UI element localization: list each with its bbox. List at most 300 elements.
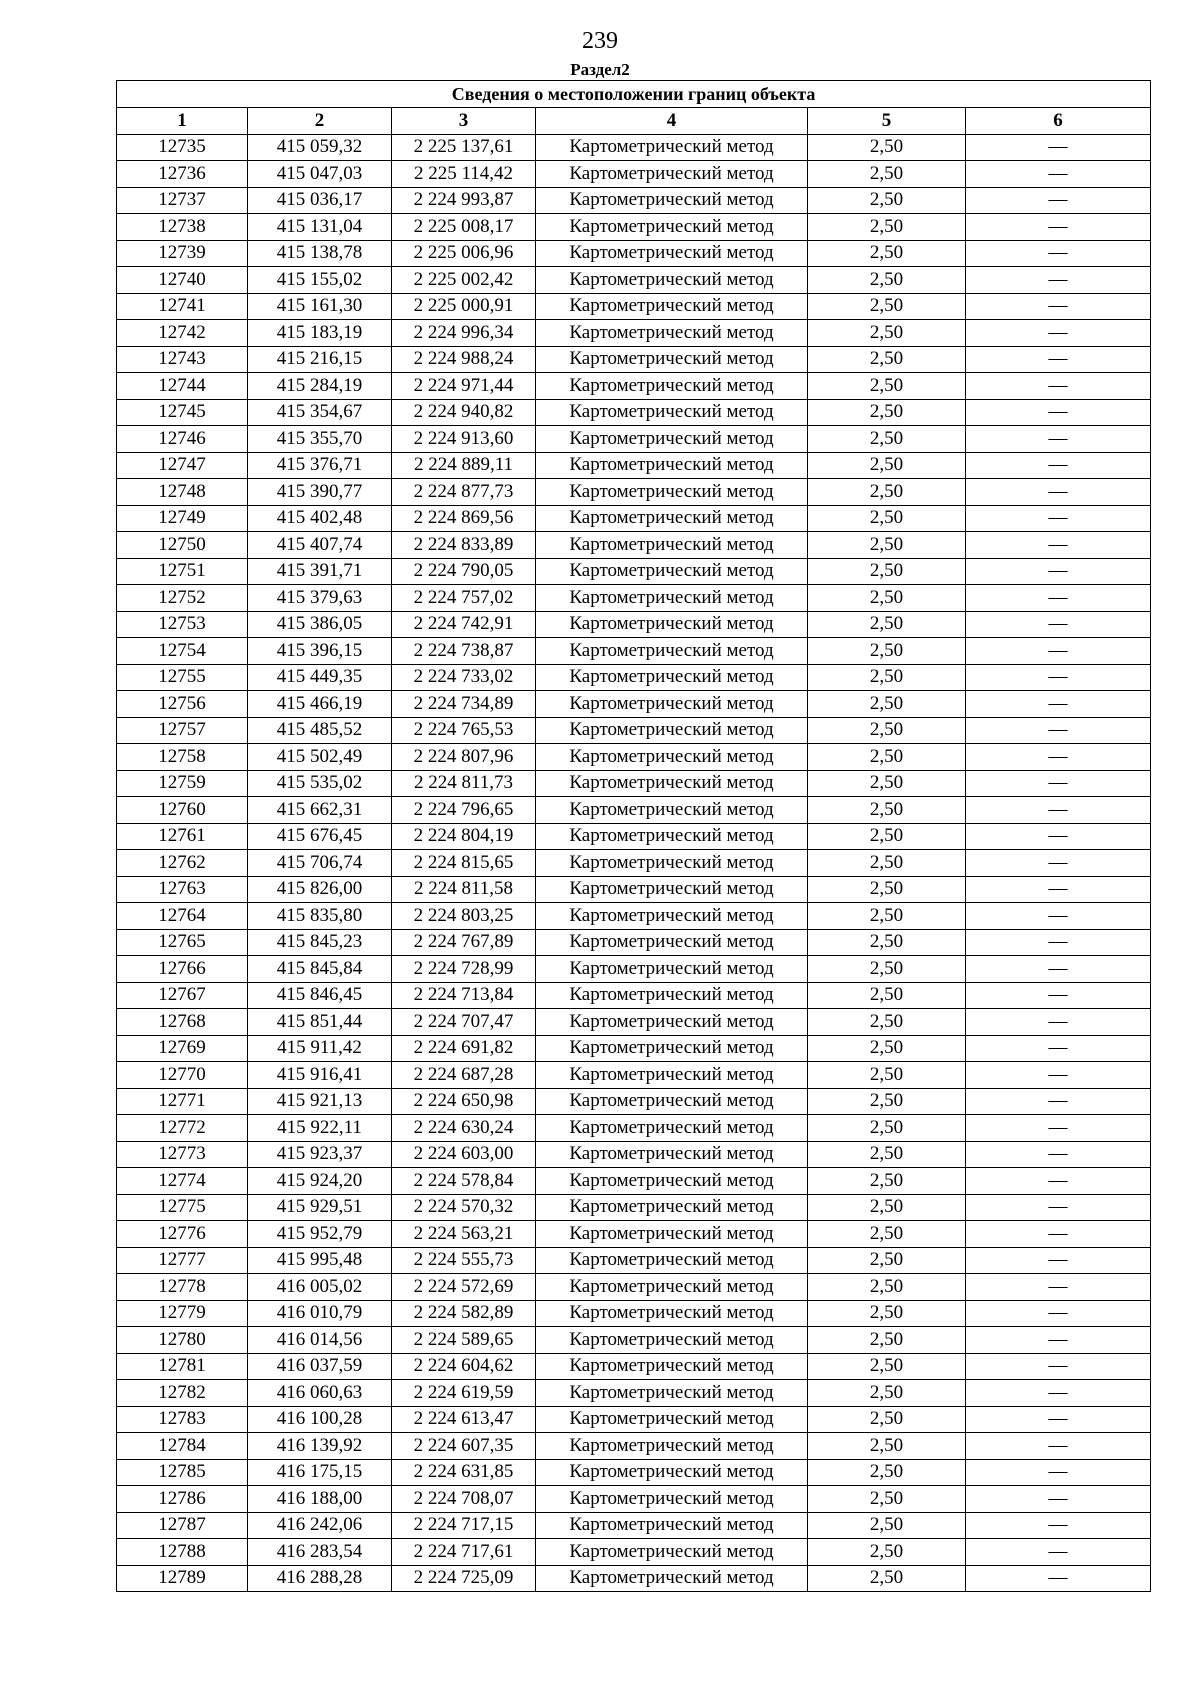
table-row xyxy=(117,1433,1151,1460)
point-number-cell: 12751 xyxy=(117,558,248,585)
point-number-cell: 12766 xyxy=(117,956,248,983)
y-coordinate-cell: 2 224 613,47 xyxy=(392,1406,536,1433)
table-row xyxy=(117,452,1151,479)
x-coordinate-cell: 415 929,51 xyxy=(248,1194,392,1221)
x-coordinate-cell: 415 846,45 xyxy=(248,982,392,1009)
section-title: Раздел2 xyxy=(570,60,630,79)
note-cell: — xyxy=(966,903,1151,930)
method-cell: Картометрический метод xyxy=(536,1539,808,1566)
y-coordinate-cell: 2 224 630,24 xyxy=(392,1115,536,1142)
y-coordinate-cell: 2 224 996,34 xyxy=(392,320,536,347)
note-cell: — xyxy=(966,1194,1151,1221)
point-number-cell: 12788 xyxy=(117,1539,248,1566)
method-cell: Картометрический метод xyxy=(536,956,808,983)
note-cell: — xyxy=(966,585,1151,612)
point-number-cell: 12773 xyxy=(117,1141,248,1168)
x-coordinate-cell: 415 161,30 xyxy=(248,293,392,320)
note-cell: — xyxy=(966,320,1151,347)
point-number-cell: 12778 xyxy=(117,1274,248,1301)
y-coordinate-cell: 2 224 563,21 xyxy=(392,1221,536,1248)
note-cell: — xyxy=(966,426,1151,453)
note-cell: — xyxy=(966,956,1151,983)
x-coordinate-cell: 416 014,56 xyxy=(248,1327,392,1354)
method-cell: Картометрический метод xyxy=(536,558,808,585)
table-row xyxy=(117,585,1151,612)
method-cell: Картометрический метод xyxy=(536,1327,808,1354)
accuracy-cell: 2,50 xyxy=(808,1459,966,1486)
accuracy-cell: 2,50 xyxy=(808,1009,966,1036)
column-number-1: 1 xyxy=(117,108,248,135)
table-row xyxy=(117,850,1151,877)
method-cell: Картометрический метод xyxy=(536,929,808,956)
y-coordinate-cell: 2 225 114,42 xyxy=(392,161,536,188)
accuracy-cell: 2,50 xyxy=(808,1062,966,1089)
accuracy-cell: 2,50 xyxy=(808,214,966,241)
x-coordinate-cell: 415 845,23 xyxy=(248,929,392,956)
method-cell: Картометрический метод xyxy=(536,1300,808,1327)
table-row xyxy=(117,611,1151,638)
accuracy-cell: 2,50 xyxy=(808,532,966,559)
y-coordinate-cell: 2 224 971,44 xyxy=(392,373,536,400)
table-row xyxy=(117,240,1151,267)
y-coordinate-cell: 2 224 582,89 xyxy=(392,1300,536,1327)
method-cell: Картометрический метод xyxy=(536,1062,808,1089)
y-coordinate-cell: 2 224 555,73 xyxy=(392,1247,536,1274)
accuracy-cell: 2,50 xyxy=(808,1380,966,1407)
table-row xyxy=(117,1459,1151,1486)
table-row xyxy=(117,876,1151,903)
note-cell: — xyxy=(966,161,1151,188)
note-cell: — xyxy=(966,1565,1151,1592)
method-cell: Картометрический метод xyxy=(536,1035,808,1062)
x-coordinate-cell: 415 922,11 xyxy=(248,1115,392,1142)
y-coordinate-cell: 2 224 757,02 xyxy=(392,585,536,612)
accuracy-cell: 2,50 xyxy=(808,585,966,612)
x-coordinate-cell: 415 952,79 xyxy=(248,1221,392,1248)
note-cell: — xyxy=(966,770,1151,797)
note-cell: — xyxy=(966,1115,1151,1142)
table-row xyxy=(117,1380,1151,1407)
table-row xyxy=(117,134,1151,161)
table-row xyxy=(117,717,1151,744)
method-cell: Картометрический метод xyxy=(536,770,808,797)
accuracy-cell: 2,50 xyxy=(808,797,966,824)
accuracy-cell: 2,50 xyxy=(808,1565,966,1592)
point-number-cell: 12748 xyxy=(117,479,248,506)
accuracy-cell: 2,50 xyxy=(808,293,966,320)
x-coordinate-cell: 416 242,06 xyxy=(248,1512,392,1539)
note-cell: — xyxy=(966,1009,1151,1036)
note-cell: — xyxy=(966,532,1151,559)
note-cell: — xyxy=(966,399,1151,426)
note-cell: — xyxy=(966,134,1151,161)
point-number-cell: 12769 xyxy=(117,1035,248,1062)
accuracy-cell: 2,50 xyxy=(808,1141,966,1168)
accuracy-cell: 2,50 xyxy=(808,770,966,797)
x-coordinate-cell: 415 921,13 xyxy=(248,1088,392,1115)
table-caption: Сведения о местоположении границ объекта xyxy=(117,81,1151,108)
y-coordinate-cell: 2 224 728,99 xyxy=(392,956,536,983)
point-number-cell: 12749 xyxy=(117,505,248,532)
table-caption-row xyxy=(117,81,1151,108)
note-cell: — xyxy=(966,1539,1151,1566)
x-coordinate-cell: 415 662,31 xyxy=(248,797,392,824)
point-number-cell: 12752 xyxy=(117,585,248,612)
point-number-cell: 12737 xyxy=(117,187,248,214)
note-cell: — xyxy=(966,1274,1151,1301)
y-coordinate-cell: 2 224 889,11 xyxy=(392,452,536,479)
y-coordinate-cell: 2 224 619,59 xyxy=(392,1380,536,1407)
y-coordinate-cell: 2 224 603,00 xyxy=(392,1141,536,1168)
point-number-cell: 12738 xyxy=(117,214,248,241)
accuracy-cell: 2,50 xyxy=(808,1115,966,1142)
x-coordinate-cell: 415 407,74 xyxy=(248,532,392,559)
y-coordinate-cell: 2 224 765,53 xyxy=(392,717,536,744)
method-cell: Картометрический метод xyxy=(536,585,808,612)
point-number-cell: 12763 xyxy=(117,876,248,903)
note-cell: — xyxy=(966,1380,1151,1407)
x-coordinate-cell: 415 047,03 xyxy=(248,161,392,188)
method-cell: Картометрический метод xyxy=(536,1009,808,1036)
y-coordinate-cell: 2 224 803,25 xyxy=(392,903,536,930)
accuracy-cell: 2,50 xyxy=(808,1327,966,1354)
column-number-4: 4 xyxy=(536,108,808,135)
point-number-cell: 12746 xyxy=(117,426,248,453)
y-coordinate-cell: 2 225 002,42 xyxy=(392,267,536,294)
y-coordinate-cell: 2 224 713,84 xyxy=(392,982,536,1009)
note-cell: — xyxy=(966,1406,1151,1433)
method-cell: Картометрический метод xyxy=(536,1274,808,1301)
x-coordinate-cell: 415 036,17 xyxy=(248,187,392,214)
accuracy-cell: 2,50 xyxy=(808,956,966,983)
column-number-2: 2 xyxy=(248,108,392,135)
table-row xyxy=(117,770,1151,797)
x-coordinate-cell: 415 386,05 xyxy=(248,611,392,638)
point-number-cell: 12745 xyxy=(117,399,248,426)
y-coordinate-cell: 2 224 833,89 xyxy=(392,532,536,559)
accuracy-cell: 2,50 xyxy=(808,1300,966,1327)
point-number-cell: 12754 xyxy=(117,638,248,665)
accuracy-cell: 2,50 xyxy=(808,929,966,956)
accuracy-cell: 2,50 xyxy=(808,1221,966,1248)
y-coordinate-cell: 2 224 790,05 xyxy=(392,558,536,585)
point-number-cell: 12783 xyxy=(117,1406,248,1433)
x-coordinate-cell: 415 485,52 xyxy=(248,717,392,744)
y-coordinate-cell: 2 225 008,17 xyxy=(392,214,536,241)
accuracy-cell: 2,50 xyxy=(808,1433,966,1460)
table-row xyxy=(117,903,1151,930)
table-body xyxy=(117,134,1151,1592)
point-number-cell: 12758 xyxy=(117,744,248,771)
x-coordinate-cell: 415 449,35 xyxy=(248,664,392,691)
table-row xyxy=(117,956,1151,983)
point-number-cell: 12750 xyxy=(117,532,248,559)
x-coordinate-cell: 416 100,28 xyxy=(248,1406,392,1433)
x-coordinate-cell: 416 060,63 xyxy=(248,1380,392,1407)
table-row xyxy=(117,373,1151,400)
note-cell: — xyxy=(966,982,1151,1009)
note-cell: — xyxy=(966,558,1151,585)
point-number-cell: 12777 xyxy=(117,1247,248,1274)
note-cell: — xyxy=(966,267,1151,294)
table-row xyxy=(117,1194,1151,1221)
point-number-cell: 12782 xyxy=(117,1380,248,1407)
accuracy-cell: 2,50 xyxy=(808,903,966,930)
point-number-cell: 12789 xyxy=(117,1565,248,1592)
point-number-cell: 12780 xyxy=(117,1327,248,1354)
method-cell: Картометрический метод xyxy=(536,823,808,850)
accuracy-cell: 2,50 xyxy=(808,744,966,771)
y-coordinate-cell: 2 225 137,61 xyxy=(392,134,536,161)
method-cell: Картометрический метод xyxy=(536,1512,808,1539)
x-coordinate-cell: 415 995,48 xyxy=(248,1247,392,1274)
method-cell: Картометрический метод xyxy=(536,876,808,903)
accuracy-cell: 2,50 xyxy=(808,823,966,850)
table-row xyxy=(117,691,1151,718)
x-coordinate-cell: 416 010,79 xyxy=(248,1300,392,1327)
note-cell: — xyxy=(966,373,1151,400)
y-coordinate-cell: 2 224 650,98 xyxy=(392,1088,536,1115)
point-number-cell: 12753 xyxy=(117,611,248,638)
x-coordinate-cell: 415 379,63 xyxy=(248,585,392,612)
accuracy-cell: 2,50 xyxy=(808,1512,966,1539)
method-cell: Картометрический метод xyxy=(536,744,808,771)
table-row xyxy=(117,1088,1151,1115)
y-coordinate-cell: 2 224 811,58 xyxy=(392,876,536,903)
x-coordinate-cell: 415 376,71 xyxy=(248,452,392,479)
point-number-cell: 12756 xyxy=(117,691,248,718)
point-number-cell: 12771 xyxy=(117,1088,248,1115)
y-coordinate-cell: 2 224 708,07 xyxy=(392,1486,536,1513)
method-cell: Картометрический метод xyxy=(536,505,808,532)
point-number-cell: 12747 xyxy=(117,452,248,479)
note-cell: — xyxy=(966,452,1151,479)
method-cell: Картометрический метод xyxy=(536,346,808,373)
x-coordinate-cell: 415 911,42 xyxy=(248,1035,392,1062)
table-row xyxy=(117,161,1151,188)
method-cell: Картометрический метод xyxy=(536,134,808,161)
table-row xyxy=(117,320,1151,347)
x-coordinate-cell: 415 851,44 xyxy=(248,1009,392,1036)
table-row xyxy=(117,1141,1151,1168)
column-number-row xyxy=(117,108,1151,135)
note-cell: — xyxy=(966,1035,1151,1062)
x-coordinate-cell: 415 845,84 xyxy=(248,956,392,983)
y-coordinate-cell: 2 224 578,84 xyxy=(392,1168,536,1195)
y-coordinate-cell: 2 225 006,96 xyxy=(392,240,536,267)
accuracy-cell: 2,50 xyxy=(808,1486,966,1513)
x-coordinate-cell: 416 188,00 xyxy=(248,1486,392,1513)
point-number-cell: 12785 xyxy=(117,1459,248,1486)
x-coordinate-cell: 415 706,74 xyxy=(248,850,392,877)
x-coordinate-cell: 415 826,00 xyxy=(248,876,392,903)
method-cell: Картометрический метод xyxy=(536,161,808,188)
note-cell: — xyxy=(966,1221,1151,1248)
point-number-cell: 12760 xyxy=(117,797,248,824)
accuracy-cell: 2,50 xyxy=(808,452,966,479)
note-cell: — xyxy=(966,929,1151,956)
table-row xyxy=(117,1406,1151,1433)
x-coordinate-cell: 416 283,54 xyxy=(248,1539,392,1566)
table-row xyxy=(117,267,1151,294)
accuracy-cell: 2,50 xyxy=(808,346,966,373)
accuracy-cell: 2,50 xyxy=(808,1539,966,1566)
table-row xyxy=(117,1115,1151,1142)
accuracy-cell: 2,50 xyxy=(808,373,966,400)
method-cell: Картометрический метод xyxy=(536,691,808,718)
method-cell: Картометрический метод xyxy=(536,1353,808,1380)
note-cell: — xyxy=(966,214,1151,241)
x-coordinate-cell: 415 535,02 xyxy=(248,770,392,797)
method-cell: Картометрический метод xyxy=(536,982,808,1009)
x-coordinate-cell: 415 402,48 xyxy=(248,505,392,532)
table-row xyxy=(117,929,1151,956)
method-cell: Картометрический метод xyxy=(536,903,808,930)
table-row xyxy=(117,346,1151,373)
x-coordinate-cell: 415 466,19 xyxy=(248,691,392,718)
accuracy-cell: 2,50 xyxy=(808,479,966,506)
table-row xyxy=(117,293,1151,320)
y-coordinate-cell: 2 224 815,65 xyxy=(392,850,536,877)
accuracy-cell: 2,50 xyxy=(808,850,966,877)
method-cell: Картометрический метод xyxy=(536,850,808,877)
table-row xyxy=(117,1300,1151,1327)
x-coordinate-cell: 415 924,20 xyxy=(248,1168,392,1195)
table-row xyxy=(117,187,1151,214)
point-number-cell: 12764 xyxy=(117,903,248,930)
table-row xyxy=(117,664,1151,691)
note-cell: — xyxy=(966,1327,1151,1354)
point-number-cell: 12757 xyxy=(117,717,248,744)
method-cell: Картометрический метод xyxy=(536,1565,808,1592)
table-row xyxy=(117,797,1151,824)
table-row xyxy=(117,1247,1151,1274)
x-coordinate-cell: 415 183,19 xyxy=(248,320,392,347)
method-cell: Картометрический метод xyxy=(536,532,808,559)
table-row xyxy=(117,214,1151,241)
y-coordinate-cell: 2 224 687,28 xyxy=(392,1062,536,1089)
column-number-5: 5 xyxy=(808,108,966,135)
x-coordinate-cell: 415 835,80 xyxy=(248,903,392,930)
note-cell: — xyxy=(966,1353,1151,1380)
table-row xyxy=(117,982,1151,1009)
method-cell: Картометрический метод xyxy=(536,1247,808,1274)
y-coordinate-cell: 2 224 572,69 xyxy=(392,1274,536,1301)
method-cell: Картометрический метод xyxy=(536,797,808,824)
accuracy-cell: 2,50 xyxy=(808,1035,966,1062)
point-number-cell: 12761 xyxy=(117,823,248,850)
method-cell: Картометрический метод xyxy=(536,452,808,479)
x-coordinate-cell: 415 396,15 xyxy=(248,638,392,665)
note-cell: — xyxy=(966,479,1151,506)
accuracy-cell: 2,50 xyxy=(808,1247,966,1274)
point-number-cell: 12767 xyxy=(117,982,248,1009)
method-cell: Картометрический метод xyxy=(536,1141,808,1168)
accuracy-cell: 2,50 xyxy=(808,1353,966,1380)
method-cell: Картометрический метод xyxy=(536,373,808,400)
table-row xyxy=(117,479,1151,506)
x-coordinate-cell: 416 175,15 xyxy=(248,1459,392,1486)
boundary-table xyxy=(116,80,1151,1592)
point-number-cell: 12740 xyxy=(117,267,248,294)
y-coordinate-cell: 2 224 767,89 xyxy=(392,929,536,956)
x-coordinate-cell: 415 354,67 xyxy=(248,399,392,426)
method-cell: Картометрический метод xyxy=(536,267,808,294)
x-coordinate-cell: 415 916,41 xyxy=(248,1062,392,1089)
y-coordinate-cell: 2 224 604,62 xyxy=(392,1353,536,1380)
y-coordinate-cell: 2 224 742,91 xyxy=(392,611,536,638)
accuracy-cell: 2,50 xyxy=(808,320,966,347)
note-cell: — xyxy=(966,611,1151,638)
method-cell: Картометрический метод xyxy=(536,240,808,267)
table-row xyxy=(117,1221,1151,1248)
y-coordinate-cell: 2 224 804,19 xyxy=(392,823,536,850)
accuracy-cell: 2,50 xyxy=(808,1406,966,1433)
point-number-cell: 12768 xyxy=(117,1009,248,1036)
note-cell: — xyxy=(966,1433,1151,1460)
accuracy-cell: 2,50 xyxy=(808,161,966,188)
x-coordinate-cell: 416 005,02 xyxy=(248,1274,392,1301)
note-cell: — xyxy=(966,1459,1151,1486)
method-cell: Картометрический метод xyxy=(536,1221,808,1248)
note-cell: — xyxy=(966,1300,1151,1327)
column-number-6: 6 xyxy=(966,108,1151,135)
accuracy-cell: 2,50 xyxy=(808,267,966,294)
table-row xyxy=(117,1274,1151,1301)
note-cell: — xyxy=(966,744,1151,771)
x-coordinate-cell: 415 502,49 xyxy=(248,744,392,771)
y-coordinate-cell: 2 224 607,35 xyxy=(392,1433,536,1460)
x-coordinate-cell: 415 138,78 xyxy=(248,240,392,267)
x-coordinate-cell: 415 390,77 xyxy=(248,479,392,506)
note-cell: — xyxy=(966,823,1151,850)
note-cell: — xyxy=(966,1141,1151,1168)
x-coordinate-cell: 415 131,04 xyxy=(248,214,392,241)
point-number-cell: 12774 xyxy=(117,1168,248,1195)
point-number-cell: 12770 xyxy=(117,1062,248,1089)
method-cell: Картометрический метод xyxy=(536,426,808,453)
point-number-cell: 12742 xyxy=(117,320,248,347)
point-number-cell: 12772 xyxy=(117,1115,248,1142)
table-row xyxy=(117,1353,1151,1380)
point-number-cell: 12787 xyxy=(117,1512,248,1539)
y-coordinate-cell: 2 224 691,82 xyxy=(392,1035,536,1062)
table-row xyxy=(117,426,1151,453)
accuracy-cell: 2,50 xyxy=(808,399,966,426)
method-cell: Картометрический метод xyxy=(536,1168,808,1195)
x-coordinate-cell: 415 059,32 xyxy=(248,134,392,161)
note-cell: — xyxy=(966,346,1151,373)
point-number-cell: 12744 xyxy=(117,373,248,400)
table-row xyxy=(117,1035,1151,1062)
accuracy-cell: 2,50 xyxy=(808,691,966,718)
method-cell: Картометрический метод xyxy=(536,1406,808,1433)
point-number-cell: 12775 xyxy=(117,1194,248,1221)
table-row xyxy=(117,1009,1151,1036)
table-row xyxy=(117,558,1151,585)
table-row xyxy=(117,1062,1151,1089)
point-number-cell: 12739 xyxy=(117,240,248,267)
note-cell: — xyxy=(966,691,1151,718)
note-cell: — xyxy=(966,187,1151,214)
table-row xyxy=(117,1512,1151,1539)
y-coordinate-cell: 2 224 869,56 xyxy=(392,505,536,532)
x-coordinate-cell: 415 923,37 xyxy=(248,1141,392,1168)
point-number-cell: 12762 xyxy=(117,850,248,877)
point-number-cell: 12735 xyxy=(117,134,248,161)
table-row xyxy=(117,1168,1151,1195)
x-coordinate-cell: 416 139,92 xyxy=(248,1433,392,1460)
